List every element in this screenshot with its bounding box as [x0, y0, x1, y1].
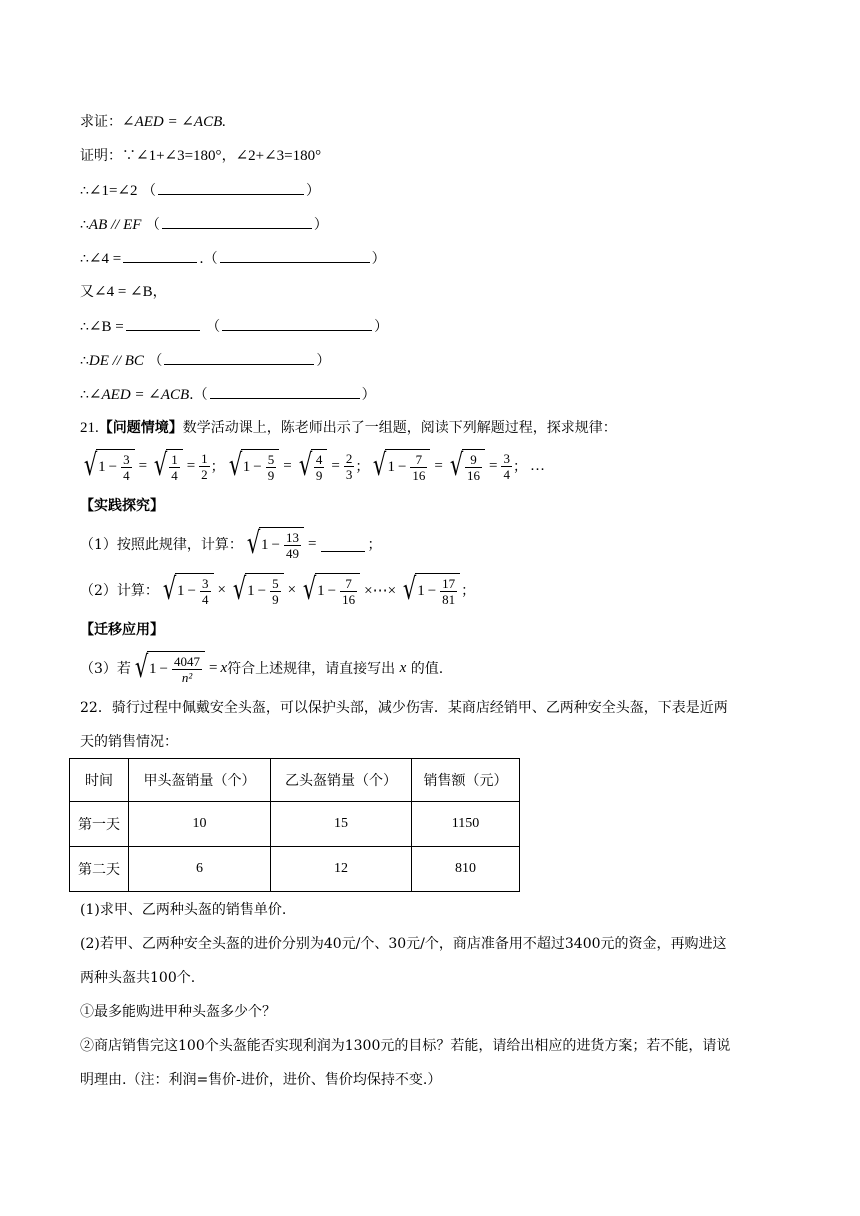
- table-header: 时间: [70, 759, 129, 802]
- proof-step-3: ∴∠4 = .（ ）: [80, 248, 386, 269]
- table-cell: 12: [271, 847, 412, 892]
- reason-blank-2[interactable]: [162, 214, 312, 229]
- table-row: [70, 847, 520, 892]
- q22-sub4-line2: 明理由.（注：利润=售价-进价，进价、售价均保持不变.）: [80, 1072, 442, 1088]
- q22-line1: 22．骑行过程中佩戴安全头盔，可以保护头部，减少伤害．某商店经销甲、乙两种安全头盔，下表是近两: [80, 700, 728, 716]
- table-cell: 15: [271, 802, 412, 847]
- reason-blank-1[interactable]: [158, 180, 304, 195]
- proof-step-4: 又∠4 = ∠B，: [80, 284, 167, 300]
- table-cell: 810: [412, 847, 520, 892]
- q22-line2: 天的销售情况：: [80, 734, 178, 750]
- sqrt-expr: √ 1 − $\frac{3}{4}$: [81, 449, 135, 483]
- q22-sub3: ①最多能购进甲种头盔多少个？: [80, 1004, 276, 1020]
- reason-blank-6[interactable]: [164, 350, 314, 365]
- table-row: [70, 802, 520, 847]
- sales-table: [69, 758, 520, 892]
- answer-blank-5[interactable]: [126, 316, 200, 331]
- q22-sub2-line2: 两种头盔共100个.: [80, 970, 196, 986]
- reason-blank-3[interactable]: [220, 248, 370, 263]
- answer-blank-3[interactable]: [123, 248, 197, 263]
- table-cell: 1150: [412, 802, 520, 847]
- practice-title: 【实践探究】: [80, 498, 164, 514]
- q21-part3: （3）若 √ 1 − $\frac{4047}{\text{n²}}$ = x 符合上述规律，请直接写出 x 的值.: [80, 650, 444, 685]
- proof-step-6: ∴DE // BC （ ）: [80, 350, 330, 371]
- q21-pattern: √ 1 − $\frac{3}{4}$ = √ $\frac{1}{4}$ = $\frac{1}{2}$ ； √ 1 − $\frac{5}{9}$ = √ $\frac{4}{9}$ = $\frac{2}{3}$ ； √ 1 − $\frac{7}{16}$ = √ $\frac{9}{16}$ = $\frac{3}{4}$ ； …: [80, 446, 548, 486]
- table-header: 甲头盔销量（个）: [129, 759, 271, 802]
- q21-part1: （1）按照此规律，计算： √ 1 − $\frac{13}{49}$ = ；: [80, 526, 382, 561]
- q22-sub4-line1: ②商店销售完这100个头盔能否实现利润为1300元的目标？若能，请给出相应的进货方案；若不能，请说: [80, 1038, 731, 1054]
- q22-sub2-line1: (2)若甲、乙两种安全头盔的进价分别为40元/个、30元/个，商店准备用不超过3400元的资金，再购进这: [80, 936, 727, 952]
- proof-step-1: ∴∠1=∠2 （ ）: [80, 180, 320, 201]
- given-math: ∠AED = ∠ACB.: [122, 114, 226, 130]
- table-cell: 6: [129, 847, 271, 892]
- table-header: 销售额（元）: [412, 759, 520, 802]
- reason-blank-5[interactable]: [222, 316, 372, 331]
- q21-part2: （2）计算： √ 1 − $\frac{3}{4}$ × √ 1 − $\frac{5}{9}$ × √ 1 − $\frac{7}{16}$ ×⋯× √ 1 − $\frac{17}{81}$ ；: [80, 572, 476, 607]
- apply-title: 【迁移应用】: [80, 622, 164, 638]
- reason-blank-7[interactable]: [210, 384, 360, 399]
- proof-step-7: ∴∠AED = ∠ACB.（ ）: [80, 384, 376, 405]
- q21-intro: 21.【问题情境】数学活动课上，陈老师出示了一组题，阅读下列解题过程，探求规律：: [80, 420, 617, 436]
- table-header: 乙头盔销量（个）: [271, 759, 412, 802]
- proof-step-5: ∴∠B = （ ）: [80, 316, 388, 337]
- q22-sub1: (1)求甲、乙两种头盔的销售单价.: [80, 902, 287, 918]
- proof-start: 证明：∵∠1+∠3=180°，∠2+∠3=180°: [80, 148, 322, 164]
- table-header-row: [70, 759, 520, 802]
- answer-blank-q21-1[interactable]: [321, 537, 365, 552]
- proof-step-2: ∴AB // EF （ ）: [80, 214, 328, 235]
- table-cell: 10: [129, 802, 271, 847]
- table-cell: 第二天: [70, 847, 129, 892]
- proof-given: 求证：∠AED = ∠ACB.: [80, 114, 226, 130]
- table-cell: 第一天: [70, 802, 129, 847]
